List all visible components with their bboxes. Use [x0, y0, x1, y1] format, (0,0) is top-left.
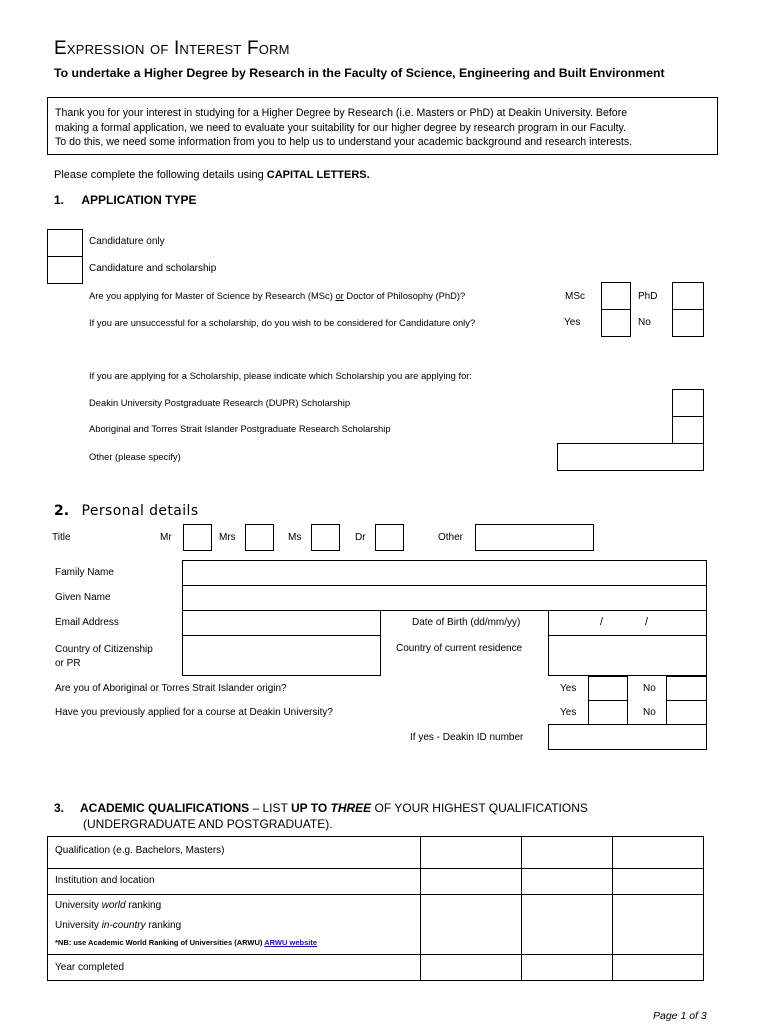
- year-completed-label: Year completed: [55, 962, 125, 973]
- dupr-label: Deakin University Postgraduate Research (DUPR) Scholarship: [89, 397, 351, 408]
- family-name-field[interactable]: [182, 560, 707, 586]
- world-ranking-em: world: [101, 900, 126, 911]
- institution-row-label: Institution and location: [55, 875, 155, 886]
- deakin-id-field[interactable]: [548, 724, 707, 750]
- section1-title: APPLICATION TYPE: [81, 193, 197, 207]
- mrs-label: Mrs: [219, 532, 236, 543]
- world-ranking-post: ranking: [125, 900, 162, 911]
- degree-question-or: or: [335, 290, 344, 301]
- unsuccessful-yes-label: Yes: [564, 317, 581, 328]
- page-title: Expression of Interest Form: [54, 38, 290, 59]
- candidature-only-label: Candidature only: [89, 236, 165, 247]
- section3-heading-line2: (UNDERGRADUATE AND POSTGRADUATE).: [83, 817, 333, 831]
- section3-heading-line1: [54, 800, 588, 816]
- unsuccessful-no-checkbox[interactable]: [672, 309, 704, 337]
- other-scholarship-label: Other (please specify): [89, 451, 181, 462]
- aboriginal-scholarship-label: Aboriginal and Torres Strait Islander Postgraduate Research Scholarship: [89, 423, 391, 434]
- section1-heading: [54, 193, 196, 207]
- unsuccessful-no-label: No: [638, 317, 651, 328]
- ms-label: Ms: [288, 532, 302, 543]
- aboriginal-origin-yes-checkbox[interactable]: [588, 676, 628, 701]
- dob-separator-2: /: [645, 616, 649, 628]
- aboriginal-origin-yes-label: Yes: [560, 683, 577, 694]
- section2-title: Personal details: [81, 503, 199, 519]
- aboriginal-origin-no-label: No: [643, 683, 656, 694]
- candidature-scholarship-label: Candidature and scholarship: [89, 263, 217, 274]
- qualification-row-label: Qualification (e.g. Bachelors, Masters): [55, 845, 225, 856]
- instruction-text: [54, 169, 370, 181]
- intro-line-2: making a formal application, we need to evaluate your suitability for our higher degree by research program in our Faculty.: [55, 121, 626, 134]
- other-title-label: Other: [438, 532, 464, 543]
- other-title-field[interactable]: [475, 524, 594, 551]
- section3-title-rest1: – LIST: [249, 801, 291, 815]
- section3-title-bold: ACADEMIC QUALIFICATIONS: [80, 801, 250, 815]
- title-label: Title: [52, 532, 71, 543]
- candidature-scholarship-checkbox[interactable]: [47, 256, 83, 284]
- deakin-id-label: If yes - Deakin ID number: [410, 732, 524, 743]
- given-name-label: Given Name: [55, 592, 111, 603]
- dupr-checkbox[interactable]: [672, 389, 704, 417]
- instruction-prefix: Please complete the following details using: [54, 169, 267, 181]
- msc-checkbox[interactable]: [601, 282, 631, 310]
- dob-separator-1: /: [600, 616, 604, 628]
- unsuccessful-yes-checkbox[interactable]: [601, 309, 631, 337]
- candidature-only-checkbox[interactable]: [47, 229, 83, 257]
- dob-label: Date of Birth (dd/mm/yy): [412, 617, 521, 628]
- phd-checkbox[interactable]: [672, 282, 704, 310]
- section3-title-rest2: OF YOUR HIGHEST QUALIFICATIONS: [371, 801, 588, 815]
- section1-number: 1.: [54, 193, 65, 207]
- degree-question-pre: Are you applying for Master of Science by Research (MSc): [89, 290, 336, 301]
- msc-label: MSc: [565, 291, 585, 302]
- dr-label: Dr: [355, 532, 366, 543]
- previously-applied-question: Have you previously applied for a course at Deakin University?: [55, 707, 333, 718]
- unsuccessful-question: If you are unsuccessful for a scholarship, do you wish to be considered for Candidature only?: [89, 317, 476, 328]
- aboriginal-origin-no-checkbox[interactable]: [666, 676, 707, 701]
- email-field[interactable]: [182, 610, 381, 636]
- section3-title-three: THREE: [330, 801, 372, 815]
- country-ranking-em: in-country: [101, 920, 146, 931]
- scholarship-question: If you are applying for a Scholarship, please indicate which Scholarship you are applying for:: [89, 370, 473, 381]
- dr-checkbox[interactable]: [375, 524, 404, 551]
- aboriginal-origin-question: Are you of Aboriginal or Torres Strait Islander origin?: [55, 683, 287, 694]
- section2-number: 2.: [54, 503, 70, 519]
- degree-question: [89, 290, 465, 301]
- section3-heading: [54, 800, 588, 832]
- page-number: Page 1 of 3: [653, 1010, 707, 1022]
- qualifications-table: [47, 836, 704, 981]
- mr-label: Mr: [160, 532, 172, 543]
- section3-title-upto: UP TO: [290, 801, 331, 815]
- country-ranking-label: [55, 920, 181, 931]
- email-label: Email Address: [55, 617, 119, 628]
- previously-applied-no-checkbox[interactable]: [666, 700, 707, 725]
- residence-label: Country of current residence: [396, 643, 523, 654]
- residence-field[interactable]: [548, 635, 707, 676]
- citizenship-field[interactable]: [182, 635, 381, 676]
- arwu-note-text: *NB: use Academic World Ranking of Universities (ARWU): [55, 938, 265, 947]
- instruction-emphasis: CAPITAL LETTERS.: [266, 169, 370, 181]
- previously-applied-yes-checkbox[interactable]: [588, 700, 628, 725]
- mr-checkbox[interactable]: [183, 524, 212, 551]
- section2-heading: [54, 503, 199, 519]
- other-scholarship-field[interactable]: [557, 443, 704, 471]
- section3-number: 3.: [54, 801, 65, 815]
- given-name-field[interactable]: [182, 585, 707, 611]
- citizenship-label-line2: or PR: [55, 658, 81, 669]
- previously-applied-no-label: No: [643, 707, 656, 718]
- ms-checkbox[interactable]: [311, 524, 340, 551]
- page-subtitle: To undertake a Higher Degree by Research in the Faculty of Science, Engineering and Built Environment: [54, 66, 665, 80]
- country-ranking-pre: University: [55, 920, 102, 931]
- intro-line-3: To do this, we need some information from you to help us to understand your academic background and research interests.: [55, 136, 633, 148]
- dob-field[interactable]: [548, 610, 707, 636]
- mrs-checkbox[interactable]: [245, 524, 274, 551]
- country-ranking-post: ranking: [145, 920, 182, 931]
- previously-applied-yes-label: Yes: [560, 707, 577, 718]
- arwu-note: [55, 938, 317, 947]
- family-name-label: Family Name: [55, 567, 114, 578]
- degree-question-post: Doctor of Philosophy (PhD)?: [343, 290, 466, 301]
- arwu-website-link[interactable]: ARWU website: [264, 938, 317, 947]
- phd-label: PhD: [638, 291, 658, 302]
- citizenship-label-line1: Country of Citizenship: [55, 644, 153, 655]
- intro-line-1: Thank you for your interest in studying for a Higher Degree by Research (i.e. Masters or PhD) at Deakin University. Before: [55, 107, 628, 119]
- intro-box: [47, 97, 718, 155]
- citizenship-label: [55, 643, 153, 671]
- aboriginal-scholarship-checkbox[interactable]: [672, 416, 704, 444]
- world-ranking-pre: University: [55, 900, 102, 911]
- world-ranking-label: [55, 900, 161, 911]
